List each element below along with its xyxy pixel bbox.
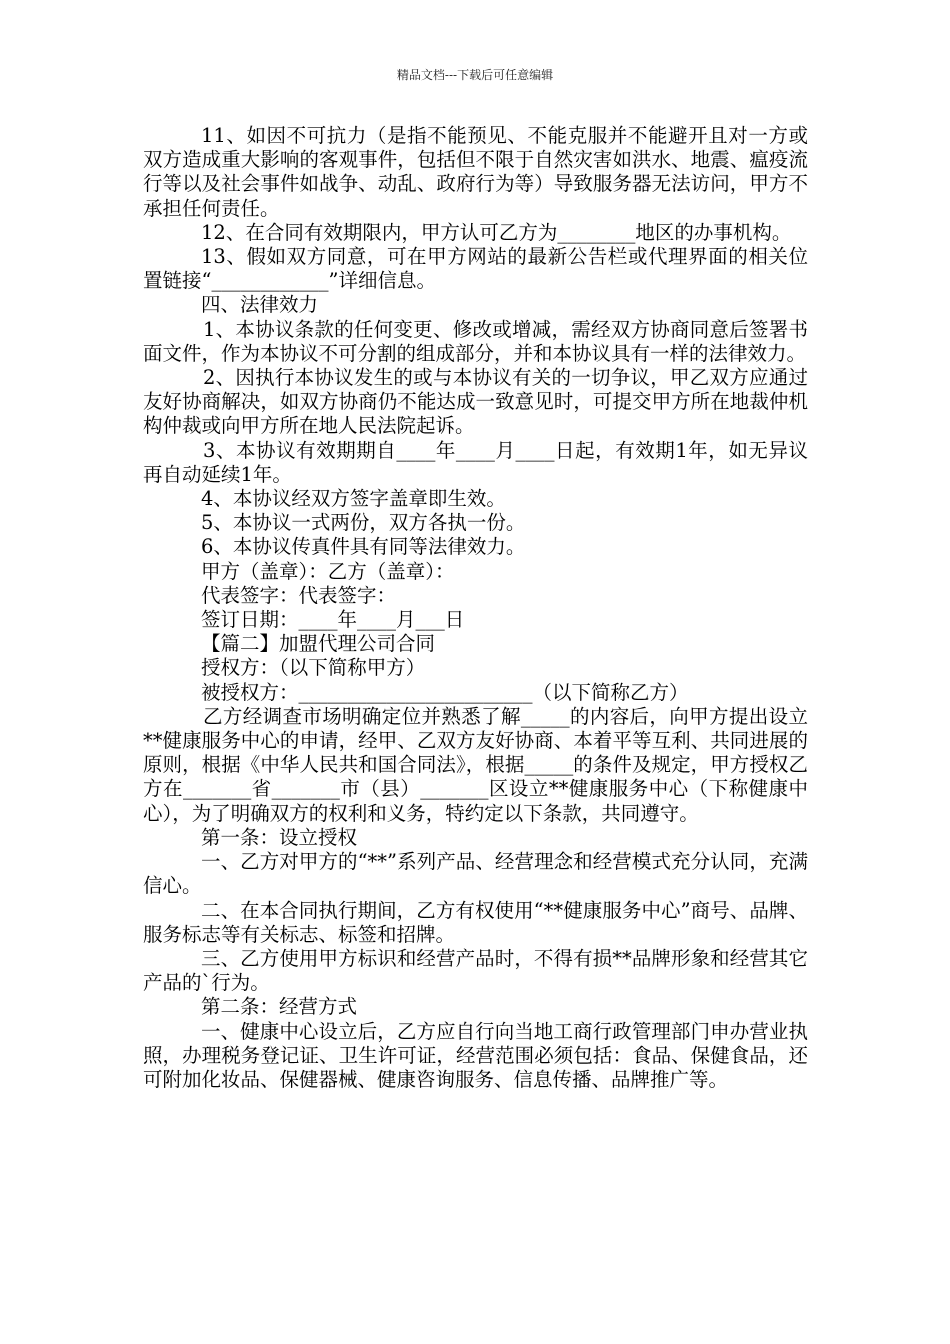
- legal-clause-4: 4、本协议经双方签字盖章即生效。: [201, 487, 506, 511]
- article-2-heading: 第二条：经营方式: [201, 995, 358, 1019]
- preamble-paragraph: 乙方经调查市场明确定位并熟悉了解_____的内容后，向甲方提出设立**健康服务中心的申请，经甲、乙双方友好协商、本着平等互利、共同进展的原则，根据《中华人民共和国合同法》，根据_____的条件及规定，甲方授权乙方在_______省_______市（县）_______区设立**健康服务中心（下称健康中心），为了明确双方的权利和义务，特约定以下条款，共同遵守。: [143, 704, 808, 825]
- legal-clause-1: 1、本协议条款的任何变更、修改或增减，需经双方协商同意后签署书面文件，作为本协议不可分割的组成部分，并和本协议具有一样的法律效力。: [143, 317, 808, 365]
- article-1-clause-3: 三、乙方使用甲方标识和经营产品时，不得有损**品牌形象和经营其它产品的`行为。: [143, 946, 808, 995]
- legal-clause-5: 5、本协议一式两份，双方各执一份。: [201, 511, 526, 535]
- section-title-part-two: 【篇二】加盟代理公司合同: [201, 632, 436, 656]
- legal-clause-3: 3、本协议有效期期自____年____月____日起，有效期1年，如无异议再自动延续1年。: [143, 438, 808, 486]
- article-1-clause-1: 一、乙方对甲方的“**”系列产品、经营理念和经营模式充分认同，充满信心。: [143, 850, 808, 898]
- legal-clause-6: 6、本协议传真件具有同等法律效力。: [201, 535, 526, 559]
- signature-line: 代表签字：代表签字：: [201, 583, 397, 607]
- signing-date-line: 签订日期：____年____月___日: [201, 608, 465, 632]
- legal-clause-2: 2、因执行本协议发生的或与本协议有关的一切争议，甲乙双方应通过友好协商解决，如双方协商仍不能达成一致意见时，可提交甲方所在地裁仲机构仲裁或向甲方所在地人民法院起诉。: [143, 366, 808, 438]
- paragraph-11: 11、如因不可抗力（是指不能预见、不能克服并不能避开且对一方或双方造成重大影响的客观事件，包括但不限于自然灾害如洪水、地震、瘟疫流行等以及社会事件如战争、动乱、政府行为等）导致服务器无法访问，甲方不承担任何责任。: [143, 124, 808, 220]
- paragraph-13: 13、假如双方同意，可在甲方网站的最新公告栏或代理界面的相关位置链接“____________”详细信息。: [143, 245, 808, 293]
- article-1-clause-2: 二、在本合同执行期间，乙方有权使用“**健康服务中心”商号、品牌、服务标志等有关标志、标签和招牌。: [143, 898, 808, 946]
- grantor-line: 授权方：（以下简称甲方）: [201, 656, 426, 680]
- article-2-clause-1: 一、健康中心设立后，乙方应自行向当地工商行政管理部门申办营业执照，办理税务登记证、卫生许可证，经营范围必须包括：食品、保健食品，还可附加化妆品、保健器械、健康咨询服务、信息传播、品牌推广等。: [143, 1019, 808, 1091]
- section-heading-legal-effect: 四、法律效力: [201, 293, 319, 317]
- page-header: 精品文档---下载后可任意编辑: [396, 68, 554, 82]
- document-body: [143, 124, 808, 1092]
- grantee-line: 被授权方：________________________（以下简称乙方）: [201, 680, 689, 704]
- paragraph-12: 12、在合同有效期限内，甲方认可乙方为________地区的办事机构。: [201, 220, 792, 244]
- article-1-heading: 第一条：设立授权: [201, 825, 358, 849]
- seal-line: 甲方（盖章）：乙方（盖章）：: [201, 559, 455, 583]
